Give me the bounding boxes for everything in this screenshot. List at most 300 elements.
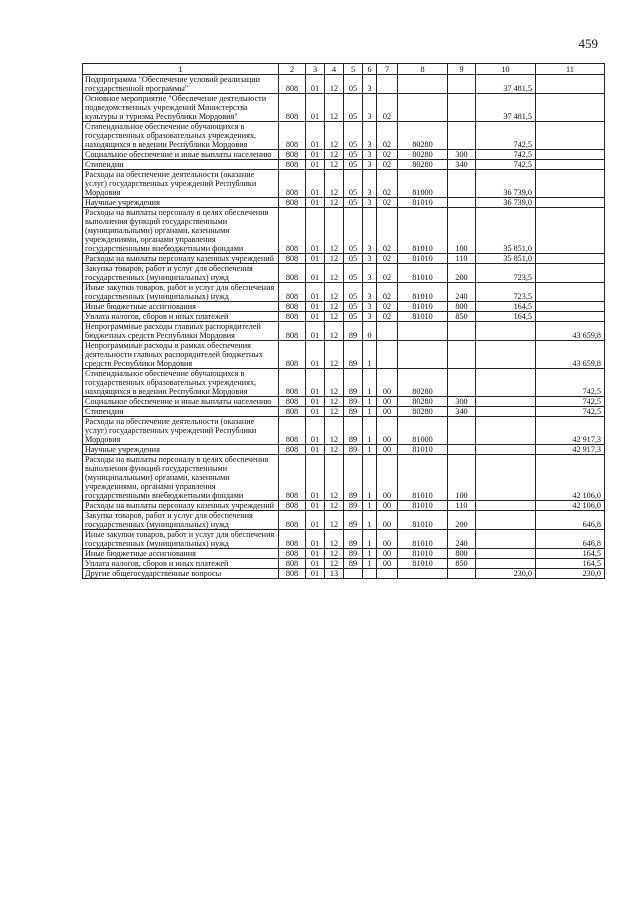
cell-program: 89 [344, 369, 363, 397]
cell-program: 89 [344, 407, 363, 417]
cell-amount-col11 [536, 302, 605, 312]
cell-activity: 02 [377, 264, 398, 283]
cell-activity: 02 [377, 302, 398, 312]
row-name: Иные закупки товаров, работ и услуг для обеспечения государственных (муниципальных) нужд [83, 283, 279, 302]
cell-program: 89 [344, 559, 363, 569]
cell-amount-col11 [536, 170, 605, 198]
row-name: Расходы на обеспечение деятельности (оказание услуг) государственных учреждений Республики Мордовия [83, 417, 279, 445]
cell-section: 01 [306, 264, 325, 283]
cell-ministry: 808 [279, 455, 306, 501]
cell-subsection: 12 [325, 302, 344, 312]
cell-activity: 00 [377, 445, 398, 455]
cell-program: 05 [344, 122, 363, 150]
row-name: Уплата налогов, сборов и иных платежей [83, 312, 279, 322]
table-row [83, 75, 605, 94]
cell-program: 05 [344, 312, 363, 322]
cell-section: 01 [306, 549, 325, 559]
cell-direction [398, 75, 448, 94]
cell-subprogram: 3 [363, 160, 377, 170]
cell-activity: 00 [377, 501, 398, 511]
cell-subsection: 12 [325, 501, 344, 511]
cell-subsection: 12 [325, 417, 344, 445]
row-name: Иные бюджетные ассигнования [83, 302, 279, 312]
cell-direction: 80280 [398, 397, 448, 407]
cell-subsection: 12 [325, 283, 344, 302]
cell-amount-col10 [476, 511, 536, 530]
cell-amount-col10: 37 481,5 [476, 75, 536, 94]
column-header: 8 [398, 64, 448, 75]
cell-direction: 81010 [398, 549, 448, 559]
cell-amount-col11: 42 917,3 [536, 445, 605, 455]
cell-expense-type [448, 369, 476, 397]
cell-expense-type: 850 [448, 559, 476, 569]
cell-section: 01 [306, 94, 325, 122]
cell-activity: 00 [377, 549, 398, 559]
cell-subsection: 12 [325, 559, 344, 569]
row-name: Расходы на выплаты персоналу казенных учреждений [83, 501, 279, 511]
cell-program: 89 [344, 501, 363, 511]
cell-expense-type [448, 417, 476, 445]
cell-expense-type: 300 [448, 397, 476, 407]
table-row [83, 511, 605, 530]
cell-section: 01 [306, 160, 325, 170]
cell-activity: 00 [377, 559, 398, 569]
cell-amount-col11 [536, 312, 605, 322]
cell-program: 05 [344, 75, 363, 94]
cell-program: 89 [344, 549, 363, 559]
row-name: Закупка товаров, работ и услуг для обеспечения государственных (муниципальных) нужд [83, 264, 279, 283]
cell-direction: 81010 [398, 208, 448, 254]
cell-program: 89 [344, 341, 363, 369]
cell-program: 05 [344, 302, 363, 312]
cell-activity: 00 [377, 511, 398, 530]
cell-subprogram: 1 [363, 407, 377, 417]
cell-subsection: 12 [325, 208, 344, 254]
cell-expense-type [448, 569, 476, 579]
cell-ministry: 808 [279, 283, 306, 302]
cell-amount-col11 [536, 198, 605, 208]
cell-expense-type: 850 [448, 312, 476, 322]
table-row [83, 283, 605, 302]
cell-amount-col10 [476, 397, 536, 407]
cell-subsection: 13 [325, 569, 344, 579]
cell-ministry: 808 [279, 150, 306, 160]
cell-subprogram: 1 [363, 501, 377, 511]
page-number: 459 [578, 36, 598, 51]
cell-ministry: 808 [279, 369, 306, 397]
cell-ministry: 808 [279, 530, 306, 549]
cell-activity: 00 [377, 530, 398, 549]
cell-subsection: 12 [325, 160, 344, 170]
row-name: Расходы на выплаты персоналу в целях обеспечения выполнения функций государственными (муниципальными) органами, казенными учреждениями, органами управления государственными внебюджетными фондами [83, 455, 279, 501]
cell-ministry: 808 [279, 501, 306, 511]
cell-activity: 02 [377, 254, 398, 264]
table-row [83, 94, 605, 122]
cell-section: 01 [306, 417, 325, 445]
table-row [83, 312, 605, 322]
column-header: 7 [377, 64, 398, 75]
row-name: Непрограммные расходы главных распорядителей бюджетных средств Республики Мордовия [83, 322, 279, 341]
cell-program: 89 [344, 397, 363, 407]
table-row [83, 341, 605, 369]
cell-ministry: 808 [279, 170, 306, 198]
table-row [83, 264, 605, 283]
table-row [83, 160, 605, 170]
cell-activity: 00 [377, 369, 398, 397]
cell-amount-col11 [536, 264, 605, 283]
cell-direction: 81010 [398, 530, 448, 549]
cell-section: 01 [306, 198, 325, 208]
cell-ministry: 808 [279, 160, 306, 170]
row-name: Расходы на выплаты персоналу казенных учреждений [83, 254, 279, 264]
row-name: Стипендии [83, 407, 279, 417]
cell-expense-type: 340 [448, 407, 476, 417]
cell-subprogram: 1 [363, 369, 377, 397]
table-row [83, 254, 605, 264]
cell-direction: 81010 [398, 283, 448, 302]
cell-subsection: 12 [325, 150, 344, 160]
cell-amount-col10: 742,5 [476, 150, 536, 160]
cell-direction: 81010 [398, 445, 448, 455]
cell-subprogram: 3 [363, 150, 377, 160]
row-name: Иные закупки товаров, работ и услуг для обеспечения государственных (муниципальных) нужд [83, 530, 279, 549]
cell-activity: 00 [377, 407, 398, 417]
cell-subsection: 12 [325, 369, 344, 397]
cell-direction: 81010 [398, 302, 448, 312]
cell-subprogram: 0 [363, 322, 377, 341]
column-header: 11 [536, 64, 605, 75]
table-row [83, 417, 605, 445]
cell-amount-col11: 43 659,8 [536, 341, 605, 369]
cell-program: 05 [344, 208, 363, 254]
cell-amount-col10: 36 739,0 [476, 198, 536, 208]
cell-amount-col11 [536, 94, 605, 122]
cell-activity: 02 [377, 312, 398, 322]
cell-expense-type: 340 [448, 160, 476, 170]
cell-ministry: 808 [279, 75, 306, 94]
cell-expense-type: 800 [448, 549, 476, 559]
cell-direction [398, 569, 448, 579]
cell-activity: 02 [377, 122, 398, 150]
cell-ministry: 808 [279, 312, 306, 322]
cell-amount-col10 [476, 530, 536, 549]
table-row [83, 397, 605, 407]
cell-amount-col10: 35 851,0 [476, 254, 536, 264]
cell-amount-col11 [536, 150, 605, 160]
cell-ministry: 808 [279, 341, 306, 369]
row-name: Другие общегосударственные вопросы [83, 569, 279, 579]
row-name: Научные учреждения [83, 198, 279, 208]
cell-direction: 81010 [398, 198, 448, 208]
cell-amount-col10 [476, 407, 536, 417]
cell-subprogram: 3 [363, 302, 377, 312]
cell-subprogram: 1 [363, 455, 377, 501]
cell-expense-type [448, 198, 476, 208]
cell-program [344, 569, 363, 579]
cell-direction [398, 94, 448, 122]
cell-section: 01 [306, 369, 325, 397]
cell-subprogram: 3 [363, 170, 377, 198]
row-name: Подпрограмма "Обеспечение условий реализации государственной программы" [83, 75, 279, 94]
cell-section: 01 [306, 511, 325, 530]
cell-amount-col10 [476, 417, 536, 445]
cell-amount-col11 [536, 160, 605, 170]
cell-expense-type [448, 170, 476, 198]
cell-program: 05 [344, 150, 363, 160]
cell-expense-type: 200 [448, 264, 476, 283]
cell-ministry: 808 [279, 198, 306, 208]
cell-program: 89 [344, 511, 363, 530]
cell-direction: 80280 [398, 407, 448, 417]
cell-subsection: 12 [325, 322, 344, 341]
cell-subprogram: 1 [363, 445, 377, 455]
table-row [83, 322, 605, 341]
cell-section: 01 [306, 312, 325, 322]
cell-direction: 81010 [398, 511, 448, 530]
cell-section: 01 [306, 283, 325, 302]
cell-amount-col10 [476, 559, 536, 569]
column-header: 5 [344, 64, 363, 75]
row-name: Непрограммные расходы в рамках обеспечения деятельности главных распорядителей бюджетных средств Республики Мордовия [83, 341, 279, 369]
cell-direction: 81010 [398, 254, 448, 264]
cell-section: 01 [306, 322, 325, 341]
cell-expense-type [448, 445, 476, 455]
cell-amount-col10 [476, 341, 536, 369]
cell-amount-col11: 42 106,0 [536, 455, 605, 501]
cell-amount-col10: 37 481,5 [476, 94, 536, 122]
cell-amount-col10: 36 739,0 [476, 170, 536, 198]
cell-activity [377, 322, 398, 341]
cell-subsection: 12 [325, 170, 344, 198]
table-row [83, 455, 605, 501]
cell-direction: 81010 [398, 501, 448, 511]
cell-expense-type: 300 [448, 150, 476, 160]
cell-program: 05 [344, 283, 363, 302]
cell-amount-col10 [476, 549, 536, 559]
cell-activity: 00 [377, 455, 398, 501]
cell-subprogram: 1 [363, 417, 377, 445]
cell-amount-col10: 742,5 [476, 122, 536, 150]
table-row [83, 122, 605, 150]
cell-subprogram: 1 [363, 511, 377, 530]
cell-section: 01 [306, 302, 325, 312]
cell-program: 05 [344, 94, 363, 122]
column-header: 4 [325, 64, 344, 75]
table-row [83, 198, 605, 208]
cell-program: 89 [344, 445, 363, 455]
cell-direction: 81010 [398, 559, 448, 569]
cell-amount-col10: 723,5 [476, 283, 536, 302]
table-row [83, 369, 605, 397]
cell-amount-col10 [476, 369, 536, 397]
cell-amount-col11 [536, 283, 605, 302]
cell-program: 05 [344, 198, 363, 208]
column-header: 10 [476, 64, 536, 75]
cell-section: 01 [306, 530, 325, 549]
cell-activity: 02 [377, 283, 398, 302]
cell-direction: 81010 [398, 264, 448, 283]
cell-subsection: 12 [325, 254, 344, 264]
cell-activity [377, 569, 398, 579]
row-name: Стипендиальное обеспечение обучающихся в государственных образовательных учреждениях, находящихся в ведении Республики Мордовия [83, 122, 279, 150]
cell-subprogram: 3 [363, 208, 377, 254]
row-name: Стипендиальное обеспечение обучающихся в государственных образовательных учреждениях, находящихся в ведении Республики Мордовия [83, 369, 279, 397]
row-name: Расходы на выплаты персоналу в целях обеспечения выполнения функций государственными (муниципальными) органами, казенными учреждениями, органами управления государственными внебюджетными фондами [83, 208, 279, 254]
cell-expense-type: 110 [448, 254, 476, 264]
cell-amount-col10 [476, 501, 536, 511]
cell-activity: 02 [377, 160, 398, 170]
column-header: 3 [306, 64, 325, 75]
cell-expense-type: 240 [448, 530, 476, 549]
cell-amount-col10: 164,5 [476, 302, 536, 312]
cell-direction: 81010 [398, 312, 448, 322]
cell-expense-type: 110 [448, 501, 476, 511]
cell-amount-col10: 164,5 [476, 312, 536, 322]
cell-subsection: 12 [325, 264, 344, 283]
cell-section: 01 [306, 455, 325, 501]
cell-ministry: 808 [279, 511, 306, 530]
table-row [83, 559, 605, 569]
column-header: 1 [83, 64, 279, 75]
row-name: Иные бюджетные ассигнования [83, 549, 279, 559]
cell-section: 01 [306, 407, 325, 417]
table-row [83, 208, 605, 254]
cell-expense-type [448, 122, 476, 150]
table-row [83, 445, 605, 455]
cell-section: 01 [306, 559, 325, 569]
cell-expense-type [448, 341, 476, 369]
cell-subsection: 12 [325, 549, 344, 559]
row-name: Научные учреждения [83, 445, 279, 455]
cell-amount-col11: 42 917,3 [536, 417, 605, 445]
cell-subprogram: 1 [363, 530, 377, 549]
cell-subsection: 12 [325, 312, 344, 322]
cell-amount-col11 [536, 254, 605, 264]
cell-amount-col11: 646,8 [536, 530, 605, 549]
budget-table [82, 63, 605, 579]
cell-program: 89 [344, 322, 363, 341]
column-header: 9 [448, 64, 476, 75]
cell-amount-col11: 164,5 [536, 559, 605, 569]
cell-subprogram: 3 [363, 75, 377, 94]
cell-subprogram: 3 [363, 122, 377, 150]
cell-ministry: 808 [279, 407, 306, 417]
table-header-row [83, 64, 605, 75]
row-name: Социальное обеспечение и иные выплаты населению [83, 150, 279, 160]
cell-activity: 02 [377, 170, 398, 198]
cell-subprogram: 3 [363, 254, 377, 264]
cell-subprogram: 1 [363, 549, 377, 559]
cell-section: 01 [306, 341, 325, 369]
cell-section: 01 [306, 254, 325, 264]
cell-expense-type: 800 [448, 302, 476, 312]
cell-amount-col11: 230,0 [536, 569, 605, 579]
table-row [83, 302, 605, 312]
column-header: 6 [363, 64, 377, 75]
table-row [83, 170, 605, 198]
cell-section: 01 [306, 150, 325, 160]
row-name: Основное мероприятие "Обеспечение деятельности подведомственных учреждений Министерства культуры и туризма Республики Мордовия" [83, 94, 279, 122]
cell-program: 05 [344, 170, 363, 198]
cell-section: 01 [306, 75, 325, 94]
table-row [83, 549, 605, 559]
table-row [83, 569, 605, 579]
row-name: Стипендии [83, 160, 279, 170]
cell-section: 01 [306, 397, 325, 407]
cell-ministry: 808 [279, 264, 306, 283]
cell-subprogram: 3 [363, 312, 377, 322]
cell-subprogram: 3 [363, 198, 377, 208]
cell-subprogram: 1 [363, 397, 377, 407]
cell-subsection: 12 [325, 455, 344, 501]
cell-subsection: 12 [325, 75, 344, 94]
cell-section: 01 [306, 569, 325, 579]
row-name: Уплата налогов, сборов и иных платежей [83, 559, 279, 569]
cell-amount-col11: 43 659,8 [536, 322, 605, 341]
cell-direction: 81000 [398, 417, 448, 445]
table-row [83, 501, 605, 511]
cell-amount-col10: 35 851,0 [476, 208, 536, 254]
cell-expense-type [448, 94, 476, 122]
cell-amount-col11: 646,8 [536, 511, 605, 530]
cell-ministry: 808 [279, 302, 306, 312]
table-row [83, 530, 605, 549]
cell-activity: 02 [377, 198, 398, 208]
cell-amount-col11: 42 106,0 [536, 501, 605, 511]
cell-ministry: 808 [279, 569, 306, 579]
column-header: 2 [279, 64, 306, 75]
cell-subsection: 12 [325, 407, 344, 417]
cell-direction: 80280 [398, 122, 448, 150]
cell-direction [398, 322, 448, 341]
row-name: Расходы на обеспечение деятельности (оказание услуг) государственных учреждений Республики Мордовия [83, 170, 279, 198]
cell-direction: 80280 [398, 150, 448, 160]
cell-subsection: 12 [325, 530, 344, 549]
cell-subprogram: 3 [363, 264, 377, 283]
cell-expense-type: 100 [448, 455, 476, 501]
cell-amount-col10: 723,5 [476, 264, 536, 283]
cell-ministry: 808 [279, 417, 306, 445]
cell-subprogram [363, 569, 377, 579]
cell-expense-type [448, 322, 476, 341]
cell-program: 05 [344, 160, 363, 170]
cell-ministry: 808 [279, 397, 306, 407]
cell-amount-col10 [476, 445, 536, 455]
cell-expense-type: 240 [448, 283, 476, 302]
cell-expense-type [448, 75, 476, 94]
cell-program: 05 [344, 254, 363, 264]
cell-amount-col11: 742,5 [536, 369, 605, 397]
row-name: Закупка товаров, работ и услуг для обеспечения государственных (муниципальных) нужд [83, 511, 279, 530]
cell-ministry: 808 [279, 208, 306, 254]
cell-section: 01 [306, 170, 325, 198]
cell-amount-col11 [536, 75, 605, 94]
cell-activity [377, 75, 398, 94]
table-body [83, 75, 605, 579]
cell-subsection: 12 [325, 397, 344, 407]
cell-amount-col11: 742,5 [536, 407, 605, 417]
cell-amount-col10: 230,0 [476, 569, 536, 579]
cell-subprogram: 1 [363, 341, 377, 369]
cell-subsection: 12 [325, 445, 344, 455]
cell-amount-col11 [536, 208, 605, 254]
cell-ministry: 808 [279, 122, 306, 150]
cell-program: 89 [344, 417, 363, 445]
cell-amount-col10: 742,5 [476, 160, 536, 170]
cell-subsection: 12 [325, 94, 344, 122]
cell-ministry: 808 [279, 559, 306, 569]
cell-program: 89 [344, 530, 363, 549]
